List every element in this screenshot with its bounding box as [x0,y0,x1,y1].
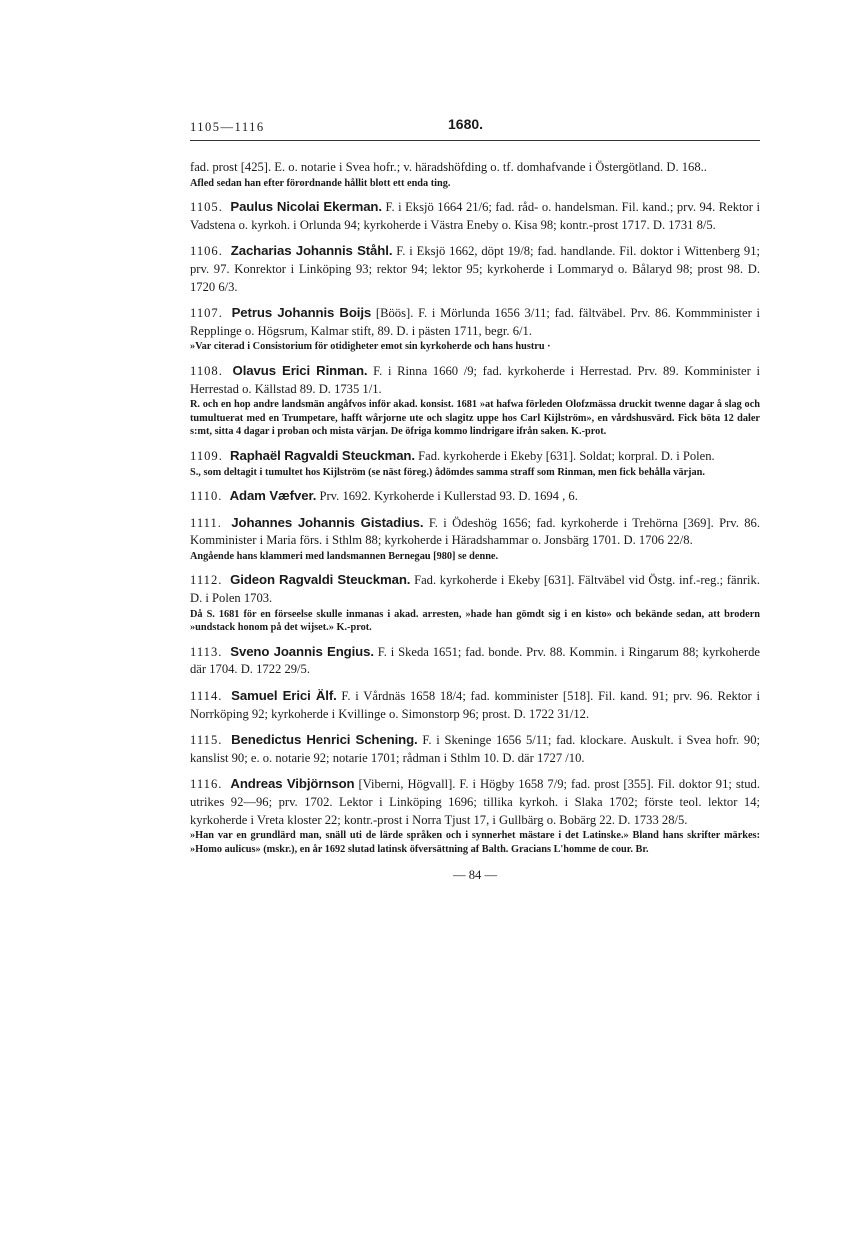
entry-1110 [190,487,760,506]
entry-number: 1109. [190,448,223,463]
entry-1115 [190,731,760,767]
entry-1112 [190,571,760,634]
entry-number: 1114. [190,689,223,704]
entry-name: Johannes Johannis Gistadius. [231,514,424,530]
entry-text: F. i Eksjö 1662, döpt 19/8; fad. handlande. Fil. doktor i Wittenberg 91; prv. 97. Konrektor i Linköping 93; rektor 94; lektor 95; kyrkoherde i Lommaryd o. Bålaryd 98; prost 98. D. 1720 6/3. [190,244,761,294]
entry-note: Då S. 1681 för en förseelse skulle inmanas i akad. arresten, »hade han gömdt sig i en kisto» och bekände sedan, att brodern »undstack honom på det wijset.» K.-prot. [190,608,760,634]
entry-number: 1110. [190,489,223,504]
entry-1109 [190,447,760,479]
entry-text: F. i Eksjö 1664 21/6; fad. råd- o. handelsman. Fil. kand.; prv. 94. Rektor i Vadstena o. kyrkoh. i Orlunda 94; kyrkoherde i Västra Eneby o. Kisa 98; kontr.-prost 1717. D. 1731 8/5. [190,200,760,232]
entry-1116 [190,775,760,856]
entry-number: 1111. [190,515,222,530]
year-heading: 1680. [448,116,484,132]
entry-1107 [190,304,760,354]
entry-text: F. i Skeninge 1656 5/11; fad. klockare. Auskult. i Svea hofr. 90; kanslist 90; e. o. notarie 92; notarie 1701; rådman i Sthlm 10. D. där 1727 /10. [190,733,761,765]
entry-text: F. i Ödeshög 1656; fad. kyrkoherde i Trehörna [369]. Prv. 86. Komminister i Maria förs. i Sthlm 88; kyrkoherde i Häradshammar o. Jonsbärg 1701. D. 1706 22/8. [190,515,761,548]
page-number: — 84 — [452,868,498,883]
intro-entry [190,159,760,190]
entry-text: F. i Rinna 1660 /9; fad. kyrkoherde i Herrestad. Prv. 89. Komminister i Herrestad o. Källstad 89. D. 1735 1/1. [190,363,761,396]
entry-number: 1115. [190,733,223,748]
entry-text: F. i Vårdnäs 1658 18/4; fad. komminister [518]. Fil. kand. 91; prv. 96. Rektor i Norrköping 92; kyrkoherde i Kvillinge o. Simonstorp 96; prost. D. 1722 31/12. [190,689,760,721]
entry-text: Fad. kyrkoherde i Ekeby [631]. Soldat; korpral. D. i Polen. [418,448,715,463]
entry-number: 1113. [190,644,223,659]
entry-1108 [190,362,760,439]
intro-text: fad. prost [425]. E. o. notarie i Svea hofr.; v. häradshöfding o. tf. domhafvande i Östergötland. D. 168.. [190,160,707,174]
entry-text: [Böös]. F. i Mörlunda 1656 3/11; fad. fältväbel. Prv. 86. Kommminister i Repplinge o. Högsrum, Kalmar stift, 89. D. i pästen 1711, begr. 6/1. [190,306,760,338]
entry-note: Angående hans klammeri med landsmannen Bernegau [980] se denne. [190,550,499,562]
entry-name: Sveno Joannis Engius. [230,643,374,659]
entry-1111 [190,514,760,564]
entry-name: Gideon Ragvaldi Steuckman. [230,572,411,588]
entry-range: 1105—1116 [190,120,265,134]
entry-note: »Var citerad i Consistorium för otidigheter emot sin kyrkoherde och hans hustru · [190,341,551,353]
entry-text: Prv. 1692. Kyrkoherde i Kullerstad 93. D. 1694 , 6. [319,489,578,504]
entry-name: Andreas Vibjörnson [230,776,355,792]
entry-number: 1116. [190,777,223,792]
entry-note: »Han var en grundlärd man, snäll uti de lärde språken och i synnerhet mästare i det Latinske.» Bland hans skrifter märkes: »Homo aulicus» (mskr.), en år 1692 slutad latinsk öfversättning af Balth. Gracians L'homme de cour. Br. [190,830,760,855]
entry-name: Samuel Erici Älf. [231,688,337,704]
entry-number: 1112. [190,573,223,588]
entry-number: 1106. [190,244,223,259]
entry-number: 1105. [190,200,223,215]
entry-text: F. i Skeda 1651; fad. bonde. Prv. 88. Kommin. i Ringarum 88; kyrkoherde där 1704. D. 1722 29/5. [190,644,760,677]
entry-name: Olavus Erici Rinman. [232,362,368,378]
entry-name: Petrus Johannis Boijs [231,305,372,321]
entry-1114 [190,687,760,723]
entry-1106 [190,242,760,296]
entry-text: Fad. kyrkoherde i Ekeby [631]. Fältväbel vid Östg. inf.-reg.; fänrik. D. i Polen 1703. [190,573,761,606]
entry-note: R. och en hop andre landsmän angåfvos inför akad. konsist. 1681 »at hafwa förleden Olofzmässa druckit twenne dagar å slag och tumultuerat med en Trumpetare, hafft wårjorne ute och slagitz uppe hos Carl Kijlström», en vårdshusvärd. Fick böta 12 daler s:mt, sitta 4 dagar i proban och mista värjan. De öfriga kommo lindrigare ifrån saken. K.-prot. [190,399,760,438]
entry-name: Zacharias Johannis Ståhl. [230,243,393,259]
entry-1105 [190,198,760,234]
entry-note: S., som deltagit i tumultet hos Kijlström (se näst föreg.) ådömdes samma straff som Rinman, men fick behålla värjan. [190,466,705,478]
running-header [190,116,760,138]
header-rule [190,140,760,141]
entry-text: [Viberni, Högvall]. F. i Högby 1658 7/9; fad. prost [355]. Fil. doktor 91; stud. utrikes 92—96; prv. 1702. Lektor i Linköping 1696; tillika kyrkoh. i Slaka 1702; förste teol. lektor 14; kyrkoherde i Vreta kloster 22; kontr.-prost i Norra Tjust 17, i Gullbärg o. Bobärg 22. D. 1733 28/5. [190,777,760,827]
entry-name: Adam Væfver. [229,488,317,504]
entry-1113 [190,643,760,679]
entry-name: Raphaël Ragvaldi Steuckman. [230,447,415,463]
intro-note: Afled sedan han efter förordnande hållit blott ett enda ting. [190,177,451,189]
document-page [190,116,760,883]
entry-number: 1108. [190,363,223,378]
entry-name: Paulus Nicolai Ekerman. [230,199,382,215]
entry-name: Benedictus Henrici Schening. [231,732,418,748]
entry-number: 1107. [190,306,223,321]
